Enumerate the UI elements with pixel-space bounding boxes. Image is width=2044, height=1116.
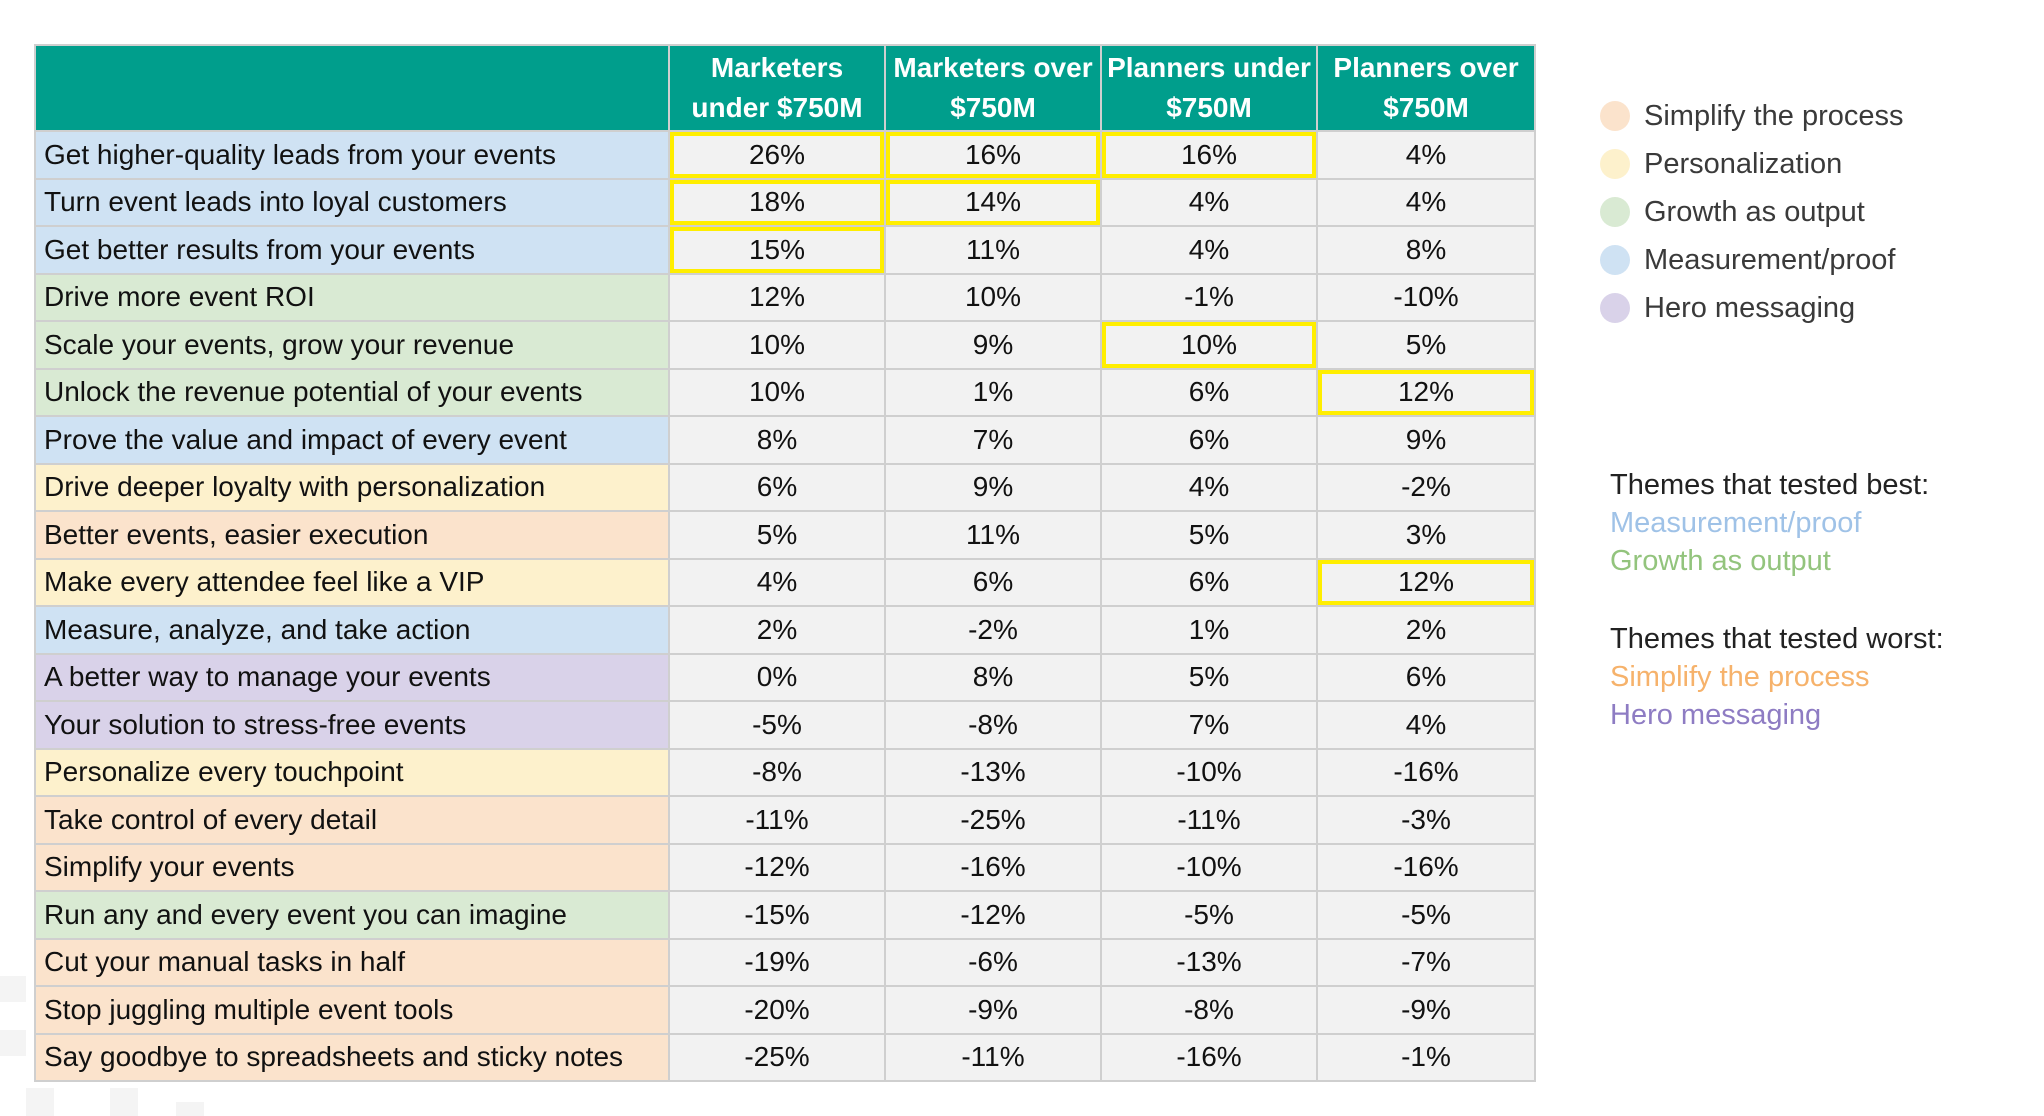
value-cell: -25% bbox=[669, 1034, 885, 1082]
table-row bbox=[35, 939, 1535, 987]
value-cell: 4% bbox=[1317, 701, 1535, 749]
table-row bbox=[35, 606, 1535, 654]
value-cell: -11% bbox=[1101, 796, 1317, 844]
legend-swatch-icon bbox=[1600, 293, 1630, 323]
value-cell: -1% bbox=[1317, 1034, 1535, 1082]
themes-worst-item: Hero messaging bbox=[1610, 699, 1822, 731]
value-cell: -16% bbox=[1317, 844, 1535, 892]
table-row bbox=[35, 701, 1535, 749]
message-cell: Make every attendee feel like a VIP bbox=[35, 559, 669, 607]
table-row bbox=[35, 179, 1535, 227]
table-row bbox=[35, 369, 1535, 417]
value-cell: -7% bbox=[1317, 939, 1535, 987]
table-row bbox=[35, 511, 1535, 559]
legend-label: Hero messaging bbox=[1644, 291, 1856, 324]
value-cell: 1% bbox=[885, 369, 1101, 417]
value-cell: 3% bbox=[1317, 511, 1535, 559]
value-cell: 1% bbox=[1101, 606, 1317, 654]
value-cell: -8% bbox=[669, 749, 885, 797]
value-cell: 9% bbox=[885, 464, 1101, 512]
message-cell: Get better results from your events bbox=[35, 226, 669, 274]
legend-item bbox=[1600, 140, 1904, 188]
value-cell: 4% bbox=[1317, 131, 1535, 179]
table-row bbox=[35, 559, 1535, 607]
themes-best-item: Measurement/proof bbox=[1610, 507, 1862, 539]
legend-swatch-icon bbox=[1600, 245, 1630, 275]
value-cell: 4% bbox=[669, 559, 885, 607]
legend-swatch-icon bbox=[1600, 149, 1630, 179]
decorative-checker bbox=[176, 1102, 204, 1116]
highlighted-value-cell: 16% bbox=[1101, 131, 1317, 179]
highlighted-value-cell: 10% bbox=[1101, 321, 1317, 369]
message-cell: Personalize every touchpoint bbox=[35, 749, 669, 797]
highlighted-value-cell: 12% bbox=[1317, 559, 1535, 607]
themes-best-block bbox=[1610, 466, 1929, 580]
legend-label: Simplify the process bbox=[1644, 99, 1904, 132]
message-cell: Prove the value and impact of every event bbox=[35, 416, 669, 464]
value-cell: 7% bbox=[1101, 701, 1317, 749]
decorative-checker bbox=[110, 1088, 138, 1116]
value-cell: -6% bbox=[885, 939, 1101, 987]
decorative-checker bbox=[26, 1088, 54, 1116]
value-cell: 4% bbox=[1101, 464, 1317, 512]
value-cell: 12% bbox=[669, 274, 885, 322]
decorative-checker bbox=[0, 1030, 26, 1056]
value-cell: 9% bbox=[885, 321, 1101, 369]
legend-item bbox=[1600, 236, 1904, 284]
value-cell: -16% bbox=[885, 844, 1101, 892]
message-cell: Get higher-quality leads from your events bbox=[35, 131, 669, 179]
column-header: Planners under $750M bbox=[1101, 45, 1317, 131]
highlighted-value-cell: 14% bbox=[885, 179, 1101, 227]
value-cell: 7% bbox=[885, 416, 1101, 464]
value-cell: -15% bbox=[669, 891, 885, 939]
themes-worst-block bbox=[1610, 620, 1944, 734]
legend-swatch-icon bbox=[1600, 101, 1630, 131]
message-cell: Your solution to stress-free events bbox=[35, 701, 669, 749]
table-row bbox=[35, 749, 1535, 797]
value-cell: 5% bbox=[1317, 321, 1535, 369]
table-row bbox=[35, 274, 1535, 322]
table-header-row bbox=[35, 45, 1535, 131]
message-cell: Simplify your events bbox=[35, 844, 669, 892]
value-cell: 4% bbox=[1101, 226, 1317, 274]
message-cell: Drive more event ROI bbox=[35, 274, 669, 322]
themes-best-heading: Themes that tested best: bbox=[1610, 469, 1930, 501]
value-cell: 5% bbox=[1101, 654, 1317, 702]
value-cell: -5% bbox=[1317, 891, 1535, 939]
value-cell: -19% bbox=[669, 939, 885, 987]
highlighted-value-cell: 26% bbox=[669, 131, 885, 179]
table-row bbox=[35, 654, 1535, 702]
table-row bbox=[35, 796, 1535, 844]
value-cell: 11% bbox=[885, 226, 1101, 274]
legend-label: Growth as output bbox=[1644, 195, 1865, 228]
value-cell: 8% bbox=[885, 654, 1101, 702]
value-cell: -10% bbox=[1101, 844, 1317, 892]
value-cell: 4% bbox=[1317, 179, 1535, 227]
value-cell: -25% bbox=[885, 796, 1101, 844]
table-row bbox=[35, 844, 1535, 892]
table-row bbox=[35, 131, 1535, 179]
message-cell: Drive deeper loyalty with personalization bbox=[35, 464, 669, 512]
value-cell: -13% bbox=[1101, 939, 1317, 987]
legend-label: Measurement/proof bbox=[1644, 243, 1896, 276]
header-corner-cell bbox=[35, 45, 669, 131]
value-cell: 10% bbox=[669, 369, 885, 417]
table-row bbox=[35, 891, 1535, 939]
legend-item bbox=[1600, 284, 1904, 332]
value-cell: 2% bbox=[669, 606, 885, 654]
highlighted-value-cell: 18% bbox=[669, 179, 885, 227]
decorative-checker bbox=[0, 976, 26, 1002]
message-cell: Say goodbye to spreadsheets and sticky notes bbox=[35, 1034, 669, 1082]
themes-best-item: Growth as output bbox=[1610, 545, 1831, 577]
value-cell: -9% bbox=[885, 986, 1101, 1034]
table-body bbox=[35, 131, 1535, 1081]
message-cell: Stop juggling multiple event tools bbox=[35, 986, 669, 1034]
value-cell: -10% bbox=[1317, 274, 1535, 322]
message-cell: A better way to manage your events bbox=[35, 654, 669, 702]
message-cell: Take control of every detail bbox=[35, 796, 669, 844]
themes-worst-item: Simplify the process bbox=[1610, 661, 1870, 693]
value-cell: -16% bbox=[1101, 1034, 1317, 1082]
value-cell: 2% bbox=[1317, 606, 1535, 654]
value-cell: -5% bbox=[1101, 891, 1317, 939]
table-row bbox=[35, 1034, 1535, 1082]
value-cell: -12% bbox=[669, 844, 885, 892]
value-cell: 5% bbox=[669, 511, 885, 559]
column-header: Marketers under $750M bbox=[669, 45, 885, 131]
value-cell: 5% bbox=[1101, 511, 1317, 559]
value-cell: -9% bbox=[1317, 986, 1535, 1034]
value-cell: -10% bbox=[1101, 749, 1317, 797]
value-cell: 6% bbox=[1101, 369, 1317, 417]
value-cell: 6% bbox=[1317, 654, 1535, 702]
message-cell: Run any and every event you can imagine bbox=[35, 891, 669, 939]
highlighted-value-cell: 15% bbox=[669, 226, 885, 274]
value-cell: -16% bbox=[1317, 749, 1535, 797]
value-cell: 6% bbox=[885, 559, 1101, 607]
themes-worst-heading: Themes that tested worst: bbox=[1610, 623, 1944, 655]
value-cell: -20% bbox=[669, 986, 885, 1034]
column-header: Marketers over $750M bbox=[885, 45, 1101, 131]
theme-legend bbox=[1600, 92, 1904, 332]
value-cell: -11% bbox=[669, 796, 885, 844]
table-row bbox=[35, 226, 1535, 274]
message-cell: Turn event leads into loyal customers bbox=[35, 179, 669, 227]
value-cell: 6% bbox=[1101, 559, 1317, 607]
message-cell: Cut your manual tasks in half bbox=[35, 939, 669, 987]
value-cell: -3% bbox=[1317, 796, 1535, 844]
value-cell: -2% bbox=[1317, 464, 1535, 512]
value-cell: -2% bbox=[885, 606, 1101, 654]
value-cell: -12% bbox=[885, 891, 1101, 939]
column-header: Planners over $750M bbox=[1317, 45, 1535, 131]
table-row bbox=[35, 416, 1535, 464]
legend-label: Personalization bbox=[1644, 147, 1843, 180]
value-cell: 10% bbox=[885, 274, 1101, 322]
value-cell: 8% bbox=[669, 416, 885, 464]
value-cell: 11% bbox=[885, 511, 1101, 559]
value-cell: 0% bbox=[669, 654, 885, 702]
legend-item bbox=[1600, 92, 1904, 140]
message-cell: Unlock the revenue potential of your events bbox=[35, 369, 669, 417]
value-cell: 4% bbox=[1101, 179, 1317, 227]
table-row bbox=[35, 464, 1535, 512]
results-table bbox=[34, 44, 1536, 1082]
value-cell: 10% bbox=[669, 321, 885, 369]
value-cell: 6% bbox=[669, 464, 885, 512]
value-cell: 8% bbox=[1317, 226, 1535, 274]
message-cell: Scale your events, grow your revenue bbox=[35, 321, 669, 369]
value-cell: -1% bbox=[1101, 274, 1317, 322]
table-row bbox=[35, 986, 1535, 1034]
message-cell: Better events, easier execution bbox=[35, 511, 669, 559]
highlighted-value-cell: 16% bbox=[885, 131, 1101, 179]
legend-swatch-icon bbox=[1600, 197, 1630, 227]
table-row bbox=[35, 321, 1535, 369]
value-cell: -11% bbox=[885, 1034, 1101, 1082]
value-cell: 9% bbox=[1317, 416, 1535, 464]
highlighted-value-cell: 12% bbox=[1317, 369, 1535, 417]
value-cell: -8% bbox=[885, 701, 1101, 749]
value-cell: -13% bbox=[885, 749, 1101, 797]
legend-item bbox=[1600, 188, 1904, 236]
value-cell: -8% bbox=[1101, 986, 1317, 1034]
value-cell: -5% bbox=[669, 701, 885, 749]
message-cell: Measure, analyze, and take action bbox=[35, 606, 669, 654]
value-cell: 6% bbox=[1101, 416, 1317, 464]
